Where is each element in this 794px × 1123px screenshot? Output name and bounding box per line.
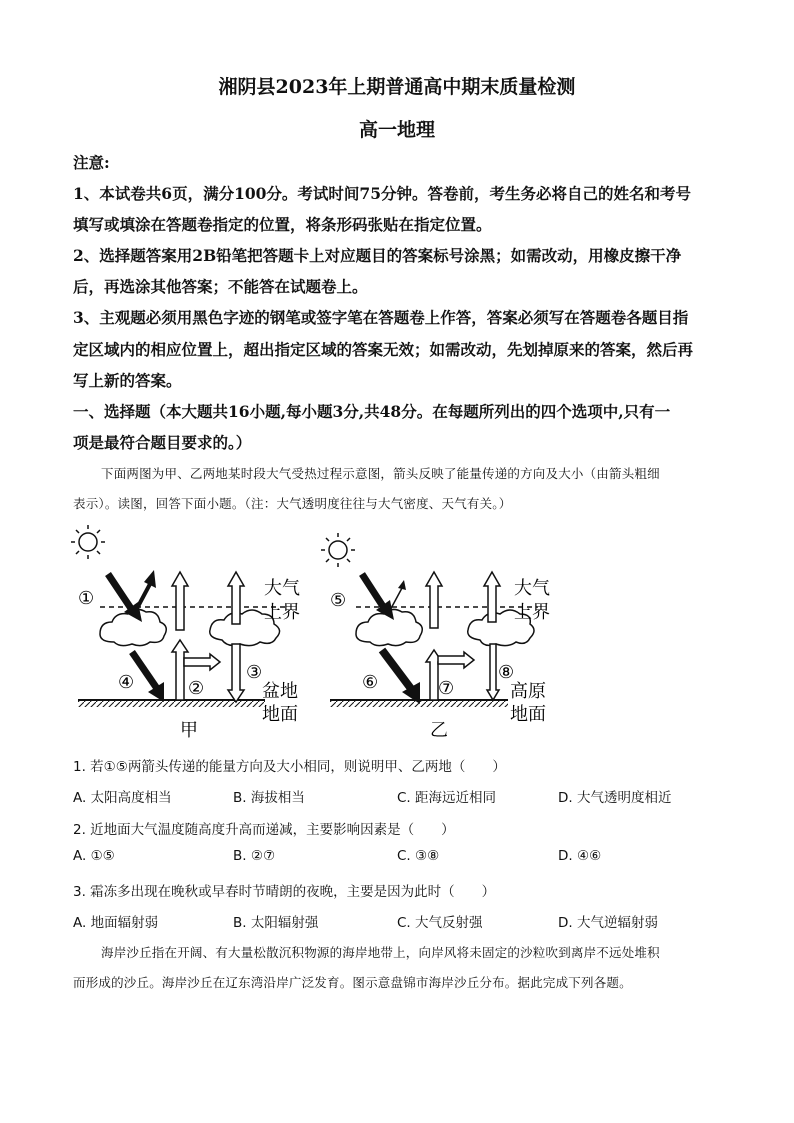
material-intro-cont: 表示）。读图，回答下面小题。（注：大气透明度往往与大气密度、天气有关。） bbox=[73, 496, 512, 511]
exam-subject: 高一地理 bbox=[358, 119, 435, 141]
label-n6: ⑥ bbox=[362, 672, 379, 693]
label-n3: ③ bbox=[246, 662, 263, 683]
label-top-1: 大气 bbox=[264, 578, 300, 599]
answer-option: C. 大气反射强 bbox=[397, 915, 483, 931]
question-stem: 2. 近地面大气温度随高度升高而递减，主要影响因素是（ ） bbox=[73, 822, 455, 838]
section-heading-cont: 项是最符合题目要求的。） bbox=[73, 433, 252, 452]
caption-jia: 甲 bbox=[180, 720, 198, 741]
material-intro: 下面两图为甲、乙两地某时段大气受热过程示意图，箭头反映了能量传递的方向及大小（由箭头粗细 bbox=[101, 466, 660, 481]
label-top-2: 上界 bbox=[514, 602, 550, 623]
label-n2: ② bbox=[188, 678, 205, 699]
question-stem: 3. 霜冻多出现在晚秋或早春时节晴朗的夜晚，主要是因为此时（ ） bbox=[73, 884, 496, 900]
exam-title: 湘阴县2023年上期普通高中期末质量检测 bbox=[218, 76, 576, 98]
notice-line: 2、选择题答案用2B铅笔把答题卡上对应题目的答案标号涂黑；如需改动，用橡皮擦干净 bbox=[73, 246, 682, 265]
notice-line: 写上新的答案。 bbox=[73, 371, 182, 390]
answer-option: D. ④⑥ bbox=[558, 848, 602, 864]
sun-icon bbox=[71, 525, 105, 559]
material-intro: 海岸沙丘指在开阔、有大量松散沉积物源的海岸地带上，向岸风将未固定的沙粒吹到离岸不远处堆积 bbox=[101, 945, 660, 960]
answer-option: A. 太阳高度相当 bbox=[73, 790, 172, 806]
label-ground-2: 地面 bbox=[510, 704, 546, 725]
answer-option: C. ③⑧ bbox=[397, 848, 440, 864]
answer-option: B. 海拔相当 bbox=[233, 790, 305, 806]
notice-line: 1、本试卷共6页，满分100分。考试时间75分钟。答卷前，考生务必将自己的姓名和考号 bbox=[73, 184, 691, 203]
answer-option: D. 大气透明度相近 bbox=[558, 790, 672, 806]
notice-line: 3、主观题必须用黑色字迹的钢笔或签字笔在答题卷上作答，答案必须写在答题卷各题目指 bbox=[73, 308, 689, 327]
answer-option: D. 大气逆辐射弱 bbox=[558, 915, 658, 931]
question-stem: 1. 若①⑤两箭头传递的能量方向及大小相同，则说明甲、乙两地（ ） bbox=[73, 759, 506, 775]
label-n1: ① bbox=[78, 588, 95, 609]
answer-option: A. ①⑤ bbox=[73, 848, 115, 864]
notice-label: 注意: bbox=[73, 153, 110, 172]
section-heading: 一、选择题（本大题共16小题,每小题3分,共48分。在每题所列出的四个选项中,只有一 bbox=[73, 402, 671, 421]
label-ground-1: 盆地 bbox=[262, 681, 298, 702]
label-n5: ⑤ bbox=[330, 590, 347, 611]
caption-yi: 乙 bbox=[430, 720, 448, 741]
sun-icon bbox=[321, 533, 355, 567]
answer-option: B. ②⑦ bbox=[233, 848, 276, 864]
diagram-jia bbox=[71, 525, 300, 741]
notice-line: 填写或填涂在答题卷指定的位置，将条形码张贴在指定位置。 bbox=[73, 215, 492, 234]
notice-line: 后，再选涂其他答案；不能答在试题卷上。 bbox=[73, 277, 368, 296]
label-top-2: 上界 bbox=[264, 602, 300, 623]
label-ground-1: 高原 bbox=[510, 681, 546, 702]
label-n7: ⑦ bbox=[438, 678, 455, 699]
material-intro-cont: 而形成的沙丘。海岸沙丘在辽东湾沿岸广泛发育。图示意盘锦市海岸沙丘分布。据此完成下列各题。 bbox=[73, 975, 632, 990]
answer-option: B. 太阳辐射强 bbox=[233, 915, 319, 931]
answer-option: A. 地面辐射弱 bbox=[73, 915, 159, 931]
answer-option: C. 距海远近相同 bbox=[397, 790, 497, 806]
label-n8: ⑧ bbox=[498, 662, 515, 683]
label-ground-2: 地面 bbox=[262, 704, 298, 725]
diagram-yi bbox=[321, 533, 550, 741]
atmosphere-heating-diagram bbox=[60, 522, 580, 747]
notice-line: 定区域内的相应位置上，超出指定区域的答案无效；如需改动，先划掉原来的答案，然后再 bbox=[73, 340, 694, 359]
label-n4: ④ bbox=[118, 672, 135, 693]
label-top-1: 大气 bbox=[514, 578, 550, 599]
